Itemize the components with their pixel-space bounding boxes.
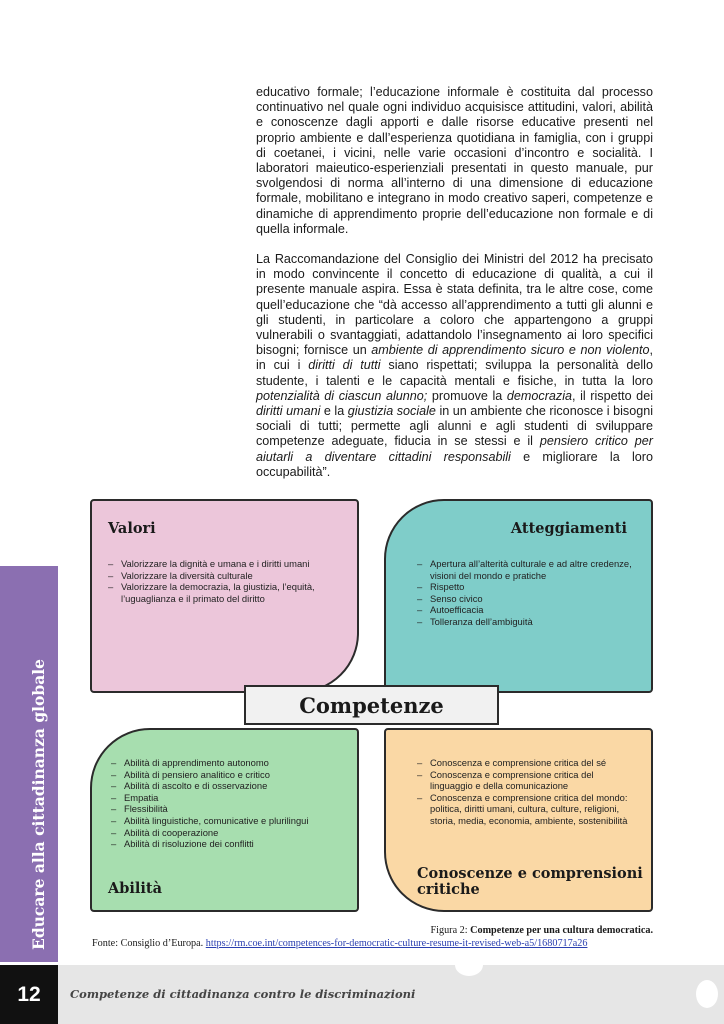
section-label: Educare alla cittadinanza globale: [29, 658, 48, 950]
list-item: – Conoscenza e comprensione critica del sé: [417, 757, 637, 769]
list-item: – Conoscenza e comprensione critica del linguaggio e della comunicazione: [417, 769, 637, 792]
list-item: – Abilità linguistiche, comunicative e plurilingui: [111, 815, 351, 827]
valori-title: Valori: [108, 520, 156, 537]
competenze-label: Competenze: [244, 685, 499, 725]
list-item: – Abilità di apprendimento autonomo: [111, 757, 351, 769]
valori-list: [108, 558, 343, 604]
figure-caption: Figura 2: Competenze per una cultura democratica.: [430, 925, 653, 936]
emph-text: pensiero critico per aiutarli a diventare cittadini responsabili: [256, 434, 653, 464]
list-item: – Apertura all’alterità culturale e ad altre credenze, visioni del mondo e pratiche: [417, 558, 632, 581]
abilita-title: Abilità: [108, 880, 163, 897]
emph-text: giustizia sociale: [347, 404, 436, 419]
abilita-list: [111, 757, 351, 850]
body-paragraph-1: educativo formale; l’educazione informale è costituita dal processo continuativo nel quale ogni individuo acquisisce attitudini, valori, abilità e conoscenze dagli apporti e dalle risorse educative presenti nel proprio ambiente e dall’esperienza quotidiana in famiglia, con i gruppi di coetanei, i vicini, nelle varie occasioni d’incontro e socialità. I laboratori maieutico-esperienziali presentati in questo manuale, pur svolgendosi di norma all’interno di una dimensione di educazione formale, mobilitano e integrano in modo creativo saperi, competenze e dinamiche di apprendimento proprie dell’educazione non formale e di quella informale.: [256, 85, 653, 236]
list-item: – Abilità di risoluzione dei conflitti: [111, 838, 351, 850]
atteggiamenti-title: Atteggiamenti: [510, 520, 627, 537]
list-item: – Valorizzare la diversità culturale: [108, 570, 343, 582]
list-item: – Valorizzare la dignità e umana e i diritti umani: [108, 558, 343, 570]
list-item: – Abilità di pensiero analitico e critico: [111, 769, 351, 781]
footer-title: Competenze di cittadinanza contro le discriminazioni: [70, 987, 416, 1001]
emph-text: democrazia: [506, 388, 573, 403]
list-item: – Tolleranza dell’ambiguità: [417, 616, 632, 628]
list-item: – Senso civico: [417, 593, 632, 605]
list-item: – Autoefficacia: [417, 604, 632, 616]
list-item: – Empatia: [111, 792, 351, 804]
list-item: – Flessibilità: [111, 803, 351, 815]
page-number: 12: [0, 965, 58, 1024]
list-item: – Conoscenza e comprensione critica del mondo: politica, diritti umani, cultura, culture, religioni, storia, media, economia, ambiente, sostenibilità: [417, 792, 637, 827]
figure-source: Fonte: Consiglio d’Europa. https://rm.coe.int/competences-for-democratic-culture-resume-it-revised-web-a5/1680717a26: [92, 938, 588, 949]
emph-text: potenzialità di ciascun alunno;: [256, 388, 428, 403]
list-item: – Abilità di cooperazione: [111, 827, 351, 839]
list-item: – Valorizzare la democrazia, la giustizia, l’equità, l’uguaglianza e il primato del diritto: [108, 581, 343, 604]
emph-text: diritti di tutti: [308, 358, 381, 373]
source-link[interactable]: https://rm.coe.int/competences-for-democratic-culture-resume-it-revised-web-a5/1680717a26: [205, 938, 588, 949]
body-paragraph-2: La Raccomandazione del Consiglio dei Ministri del 2012 ha precisato in modo convincente il concetto di educazione di qualità, a cui il presente manuale aspira. Essa è stata definita, tra le altre cose, come quell’educazione che “dà accesso all’apprendimento a tutti gli alunni e gli studenti, in particolare a coloro che appartengono a gruppi vulnerabili o svantaggiati, adattandolo l’insegnamento ai loro specifici bisogni; fornisce un ambiente di apprendimento sicuro e non violento, in cui i diritti di tutti siano rispettati; sviluppa la personalità dello studente, i talenti e le capacità mentali e fisiche, in tutta la loro potenzialità di ciascun alunno; promuove la democrazia, il rispetto dei diritti umani e la giustizia sociale in un ambiente che riconosce i bisogni sociali di tutti; permette agli alunni e agli studenti di sviluppare competenze adeguate, fiducia in se stessi e il pensiero critico per aiutarli a diventare cittadini responsabili e migliorare la loro occupabilità”.: [256, 252, 654, 479]
puzzle-knob-shape: [696, 980, 718, 1008]
emph-text: diritti umani: [256, 404, 321, 419]
conoscenze-list: [417, 757, 637, 827]
list-item: – Rispetto: [417, 581, 632, 593]
puzzle-knob-shape: [455, 954, 483, 976]
atteggiamenti-list: [417, 558, 632, 628]
conoscenze-title: Conoscenze e comprensioni critiche: [417, 865, 643, 898]
emph-text: ambiente di apprendimento sicuro e non violento: [371, 343, 650, 358]
list-item: – Abilità di ascolto e di osservazione: [111, 780, 351, 792]
